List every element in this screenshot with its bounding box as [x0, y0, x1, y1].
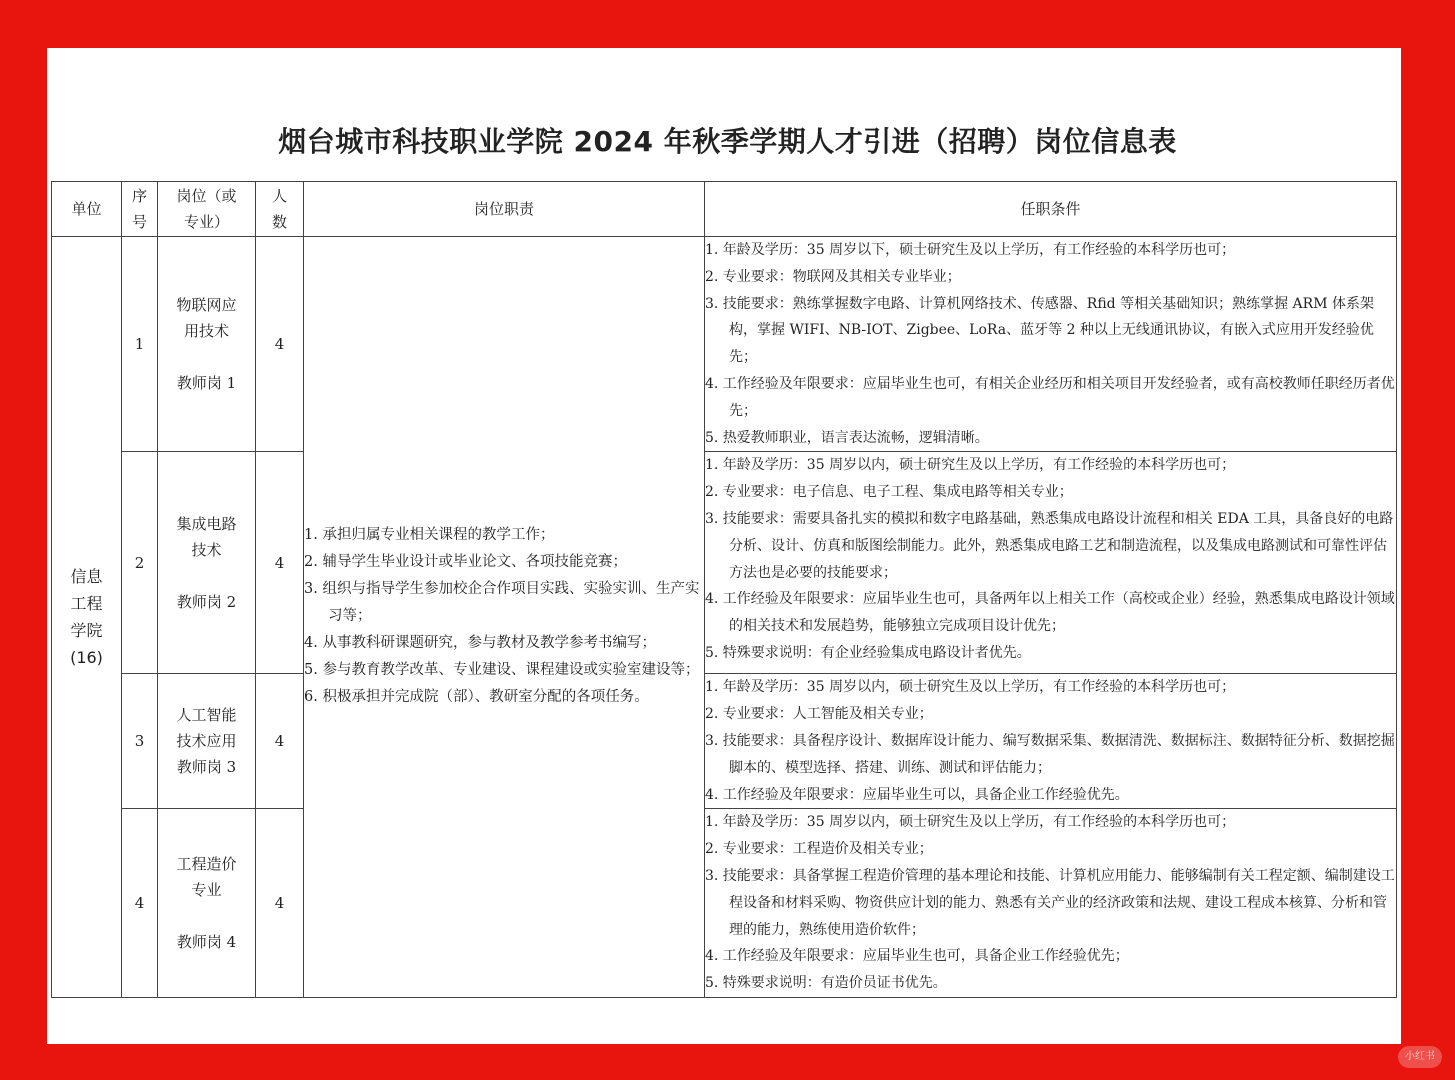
header-unit: 单位: [52, 182, 122, 237]
requirement-item: 3. 技能要求：熟练掌握数字电路、计算机网络技术、传感器、Rfid 等相关基础知识；熟练掌握 ARM 体系架构，掌握 WIFI、NB-IOT、Zigbee、LoRa、蓝牙等 2 种以上无线通讯协议，有嵌入式应用开发经验优先；: [705, 295, 1374, 366]
table-row: [52, 237, 1397, 452]
duty-item: 5. 参与教育教学改革、专业建设、课程建设或实验室建设等；: [304, 662, 700, 679]
duty-item: 4. 从事教科研课题研究，参与教材及教学参考书编写；: [304, 635, 656, 652]
header-row: [52, 182, 1397, 237]
requirement-item: 4. 工作经验及年限要求：应届毕业生也可，具备企业工作经验优先；: [705, 948, 1129, 965]
count-cell: 4: [256, 452, 304, 674]
watermark-logo: 小红书: [1398, 1046, 1442, 1068]
duty-item: 3. 组织与指导学生参加校企合作项目实践、实验实训、生产实习等；: [304, 581, 700, 625]
requirement-item: 4. 工作经验及年限要求：应届毕业生可以，具备企业工作经验优先。: [705, 786, 1129, 803]
requirement-item: 1. 年龄及学历：35 周岁以内，硕士研究生及以上学历，有工作经验的本科学历也可；: [705, 679, 1236, 696]
requirement-item: 5. 特殊要求说明：有造价员证书优先。: [705, 975, 947, 992]
duty-item: 6. 积极承担并完成院（部）、教研室分配的各项任务。: [304, 689, 649, 706]
requirement-item: 1. 年龄及学历：35 周岁以下，硕士研究生及以上学历，有工作经验的本科学历也可；: [705, 242, 1236, 258]
position-cell: 集成电路 技术 教师岗 2: [158, 452, 256, 674]
duties-cell: [304, 237, 705, 998]
header-seq: 序 号: [122, 182, 158, 237]
requirement-item: 2. 专业要求：工程造价及相关专业；: [705, 841, 933, 858]
requirement-item: 3. 技能要求：具备掌握工程造价管理的基本理论和技能、计算机应用能力、能够编制有关工程定额、编制建设工程设备和材料采购、物资供应计划的能力、熟悉有关产业的经济政策和法规、建设工程成本核算、分析和管理的能力，熟练使用造价软件；: [705, 867, 1395, 938]
duty-item: 1. 承担归属专业相关课程的教学工作；: [304, 527, 555, 544]
count-cell: 4: [256, 809, 304, 998]
header-count: 人 数: [256, 182, 304, 237]
seq-cell: 1: [122, 237, 158, 452]
position-cell: 工程造价 专业 教师岗 4: [158, 809, 256, 998]
table-row: [52, 452, 1397, 674]
seq-cell: 3: [122, 674, 158, 809]
position-cell: 物联网应 用技术 教师岗 1: [158, 237, 256, 452]
table-row: [52, 674, 1397, 809]
document-title: 烟台城市科技职业学院 2024 年秋季学期人才引进（招聘）岗位信息表: [278, 125, 1177, 158]
seq-cell: 2: [122, 452, 158, 674]
requirement-item: 2. 专业要求：物联网及其相关专业毕业；: [705, 268, 961, 285]
count-cell: 4: [256, 674, 304, 809]
requirement-item: 5. 热爱教师职业，语言表达流畅，逻辑清晰。: [705, 429, 989, 446]
requirement-item: 4. 工作经验及年限要求：应届毕业生也可，有相关企业经历和相关项目开发经验者，或有高校教师任职经历者优先；: [705, 375, 1395, 419]
position-info-table: [51, 181, 1397, 998]
requirement-item: 1. 年龄及学历：35 周岁以内，硕士研究生及以上学历，有工作经验的本科学历也可；: [705, 457, 1236, 474]
requirement-item: 4. 工作经验及年限要求：应届毕业生也可，具备两年以上相关工作（高校或企业）经验，熟悉集成电路设计领域的相关技术和发展趋势，能够独立完成项目设计优先；: [705, 591, 1395, 635]
table-row: [52, 809, 1397, 998]
header-duties: 岗位职责: [304, 182, 705, 237]
count-cell: 4: [256, 237, 304, 452]
requirements-cell: [705, 809, 1397, 998]
requirement-item: 2. 专业要求：人工智能及相关专业；: [705, 706, 933, 723]
duty-item: 2. 辅导学生毕业设计或毕业论文、各项技能竞赛；: [304, 554, 627, 571]
header-position: 岗位（或 专业）: [158, 182, 256, 237]
requirements-cell: [705, 674, 1397, 809]
position-cell: 人工智能 技术应用 教师岗 3: [158, 674, 256, 809]
requirements-cell: [705, 452, 1397, 674]
requirement-item: 2. 专业要求：电子信息、电子工程、集成电路等相关专业；: [705, 484, 1073, 501]
requirement-item: 3. 技能要求：需要具备扎实的模拟和数字电路基础，熟悉集成电路设计流程和相关 EDA 工具，具备良好的电路分析、设计、仿真和版图绘制能力。此外，熟悉集成电路工艺和制造流程，以及集成电路测试和可靠性评估方法也是必要的技能要求；: [705, 510, 1394, 581]
requirement-item: 3. 技能要求：具备程序设计、数据库设计能力、编写数据采集、数据清洗、数据标注、数据特征分析、数据挖掘脚本的、模型选择、搭建、训练、测试和评估能力；: [705, 732, 1395, 776]
seq-cell: 4: [122, 809, 158, 998]
requirement-item: 5. 特殊要求说明：有企业经验集成电路设计者优先。: [705, 644, 1031, 661]
header-requirements: 任职条件: [705, 182, 1397, 237]
requirements-cell: [705, 237, 1397, 452]
unit-cell: 信息 工程 学院 (16): [52, 237, 122, 998]
requirement-item: 1. 年龄及学历：35 周岁以内，硕士研究生及以上学历，有工作经验的本科学历也可；: [705, 814, 1236, 831]
